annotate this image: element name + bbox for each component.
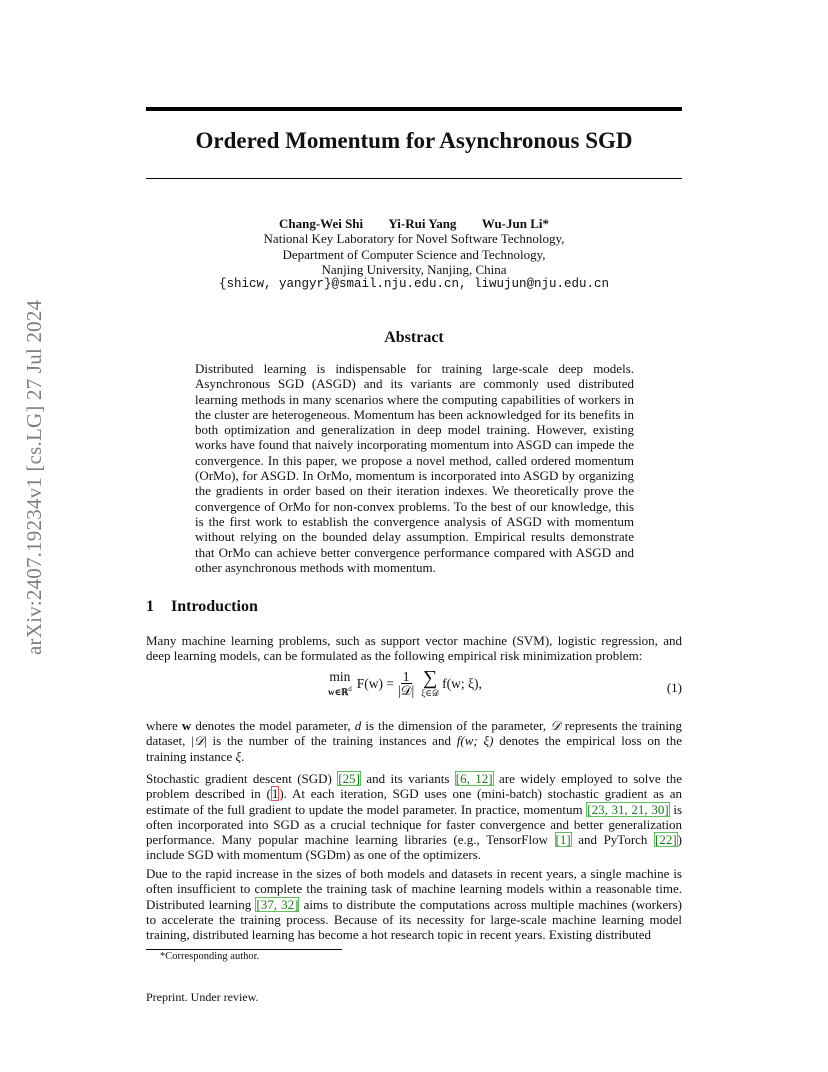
- author-name: Chang-Wei Shi: [278, 216, 364, 231]
- section-title: Introduction: [171, 598, 258, 615]
- footnote-rule: [146, 949, 342, 950]
- equation-number: (1): [666, 680, 682, 695]
- citation-link[interactable]: [37, 32]: [256, 896, 299, 912]
- affiliation-line: Nanjing University, Nanjing, China: [321, 261, 507, 277]
- affiliation-line: National Key Laboratory for Novel Software Technology,: [263, 231, 565, 247]
- author-block: [146, 216, 682, 292]
- equation-ref-link[interactable]: 1: [271, 786, 279, 802]
- arxiv-stamp: arXiv:2407.19234v1 [cs.LG] 27 Jul 2024: [22, 299, 46, 655]
- title-rule: [146, 178, 682, 179]
- author-name: Wu-Jun Li*: [481, 216, 550, 231]
- paper-title: Ordered Momentum for Asynchronous SGD: [195, 128, 633, 153]
- math-fraction: [398, 670, 414, 698]
- math-min-sub: w∈ℝ: [328, 687, 349, 697]
- author-emails[interactable]: {shicw, yangyr}@smail.nju.edu.cn, liwujun@nju.edu.cn: [218, 277, 610, 292]
- intro-paragraph-4: Due to the rapid increase in the sizes of both models and datasets in recent years, a single machine is often insufficient to complete the training task of machine learning models within a reasonable time. Distributed learning [37, 32] aims to distribute the computations across multiple machines (workers) to accelerate the training process. Because of its necessity for large-scale machine learning model training, distributed learning has become a hot research topic in recent years. Existing distributed: [146, 866, 682, 943]
- math-sum-sub: ξ∈𝒟: [421, 688, 440, 698]
- math-loss: f(w; ξ),: [442, 675, 482, 691]
- preprint-note: Preprint. Under review.: [146, 990, 259, 1004]
- intro-paragraph-1: Many machine learning problems, such as support vector machine (SVM), logistic regression, and deep learning models, can be formulated as the following empirical risk minimization problem:: [146, 633, 682, 664]
- intro-paragraph-2: where w denotes the model parameter, d is the dimension of the parameter, 𝒟 represents the training dataset, |𝒟| is the number of the training instances and f(w; ξ) denotes the empirical loss on the training instance ξ.: [146, 718, 682, 764]
- section-heading: [146, 598, 258, 616]
- math-min: min: [329, 669, 351, 684]
- citation-link[interactable]: [1]: [555, 832, 571, 848]
- math-objective: F(w) =: [356, 675, 395, 691]
- section-number: 1: [146, 598, 154, 615]
- equation-1: [328, 668, 482, 699]
- abstract-text: Distributed learning is indispensable for training large-scale deep models. Asynchronous SGD (ASGD) and its variants are commonly used distributed learning methods in many scenarios where the computing capabilities of workers in the cluster are heterogeneous. Momentum has been acknowledged for its benefits in both optimization and generalization in deep model training. However, existing works have found that naively incorporating momentum into ASGD can impede the convergence. In this paper, we propose a novel method, called ordered momentum (OrMo), for ASGD. In OrMo, momentum is incorporated into ASGD by organizing the gradients in order based on their iteration indexes. We theoretically prove the convergence of OrMo for non-convex problems. To the best of our knowledge, this is the first work to establish the convergence analysis of ASGD with momentum without relying on the bounded delay assumption. Empirical results demonstrate that OrMo can achieve better convergence performance compared with ASGD and other asynchronous methods with momentum.: [195, 361, 634, 575]
- top-rule: [146, 107, 682, 111]
- math-min-sup: d: [348, 685, 352, 693]
- footnote: *Corresponding author.: [160, 951, 260, 962]
- author-name: Yi-Rui Yang: [388, 216, 457, 231]
- citation-link[interactable]: [23, 31, 21, 30]: [587, 801, 669, 817]
- intro-paragraph-3: Stochastic gradient descent (SGD) [25] and its variants [6, 12] are widely employed to solve the problem described in (1). At each iteration, SGD uses one (mini-batch) stochastic gradient as an estimate of the full gradient to update the model parameter. In practice, momentum [23, 31, 21, 30] is often incorporated into SGD as a crucial technique for faster convergence and better generalization performance. Many popular machine learning libraries (e.g., TensorFlow [1] and PyTorch [22]) include SGD with momentum (SGDm) as one of the optimizers.: [146, 771, 682, 863]
- citation-link[interactable]: [22]: [654, 832, 677, 848]
- affiliation-line: Department of Computer Science and Technology,: [282, 246, 546, 262]
- math-sum: [421, 668, 439, 699]
- abstract-heading: Abstract: [384, 329, 444, 346]
- math-denominator: |𝒟|: [398, 682, 415, 698]
- math-numerator: 1: [402, 668, 410, 684]
- sum-icon: ∑: [423, 667, 438, 689]
- author-names: [146, 216, 682, 231]
- citation-link[interactable]: [25]: [338, 771, 360, 786]
- citation-link[interactable]: [6, 12]: [455, 771, 493, 786]
